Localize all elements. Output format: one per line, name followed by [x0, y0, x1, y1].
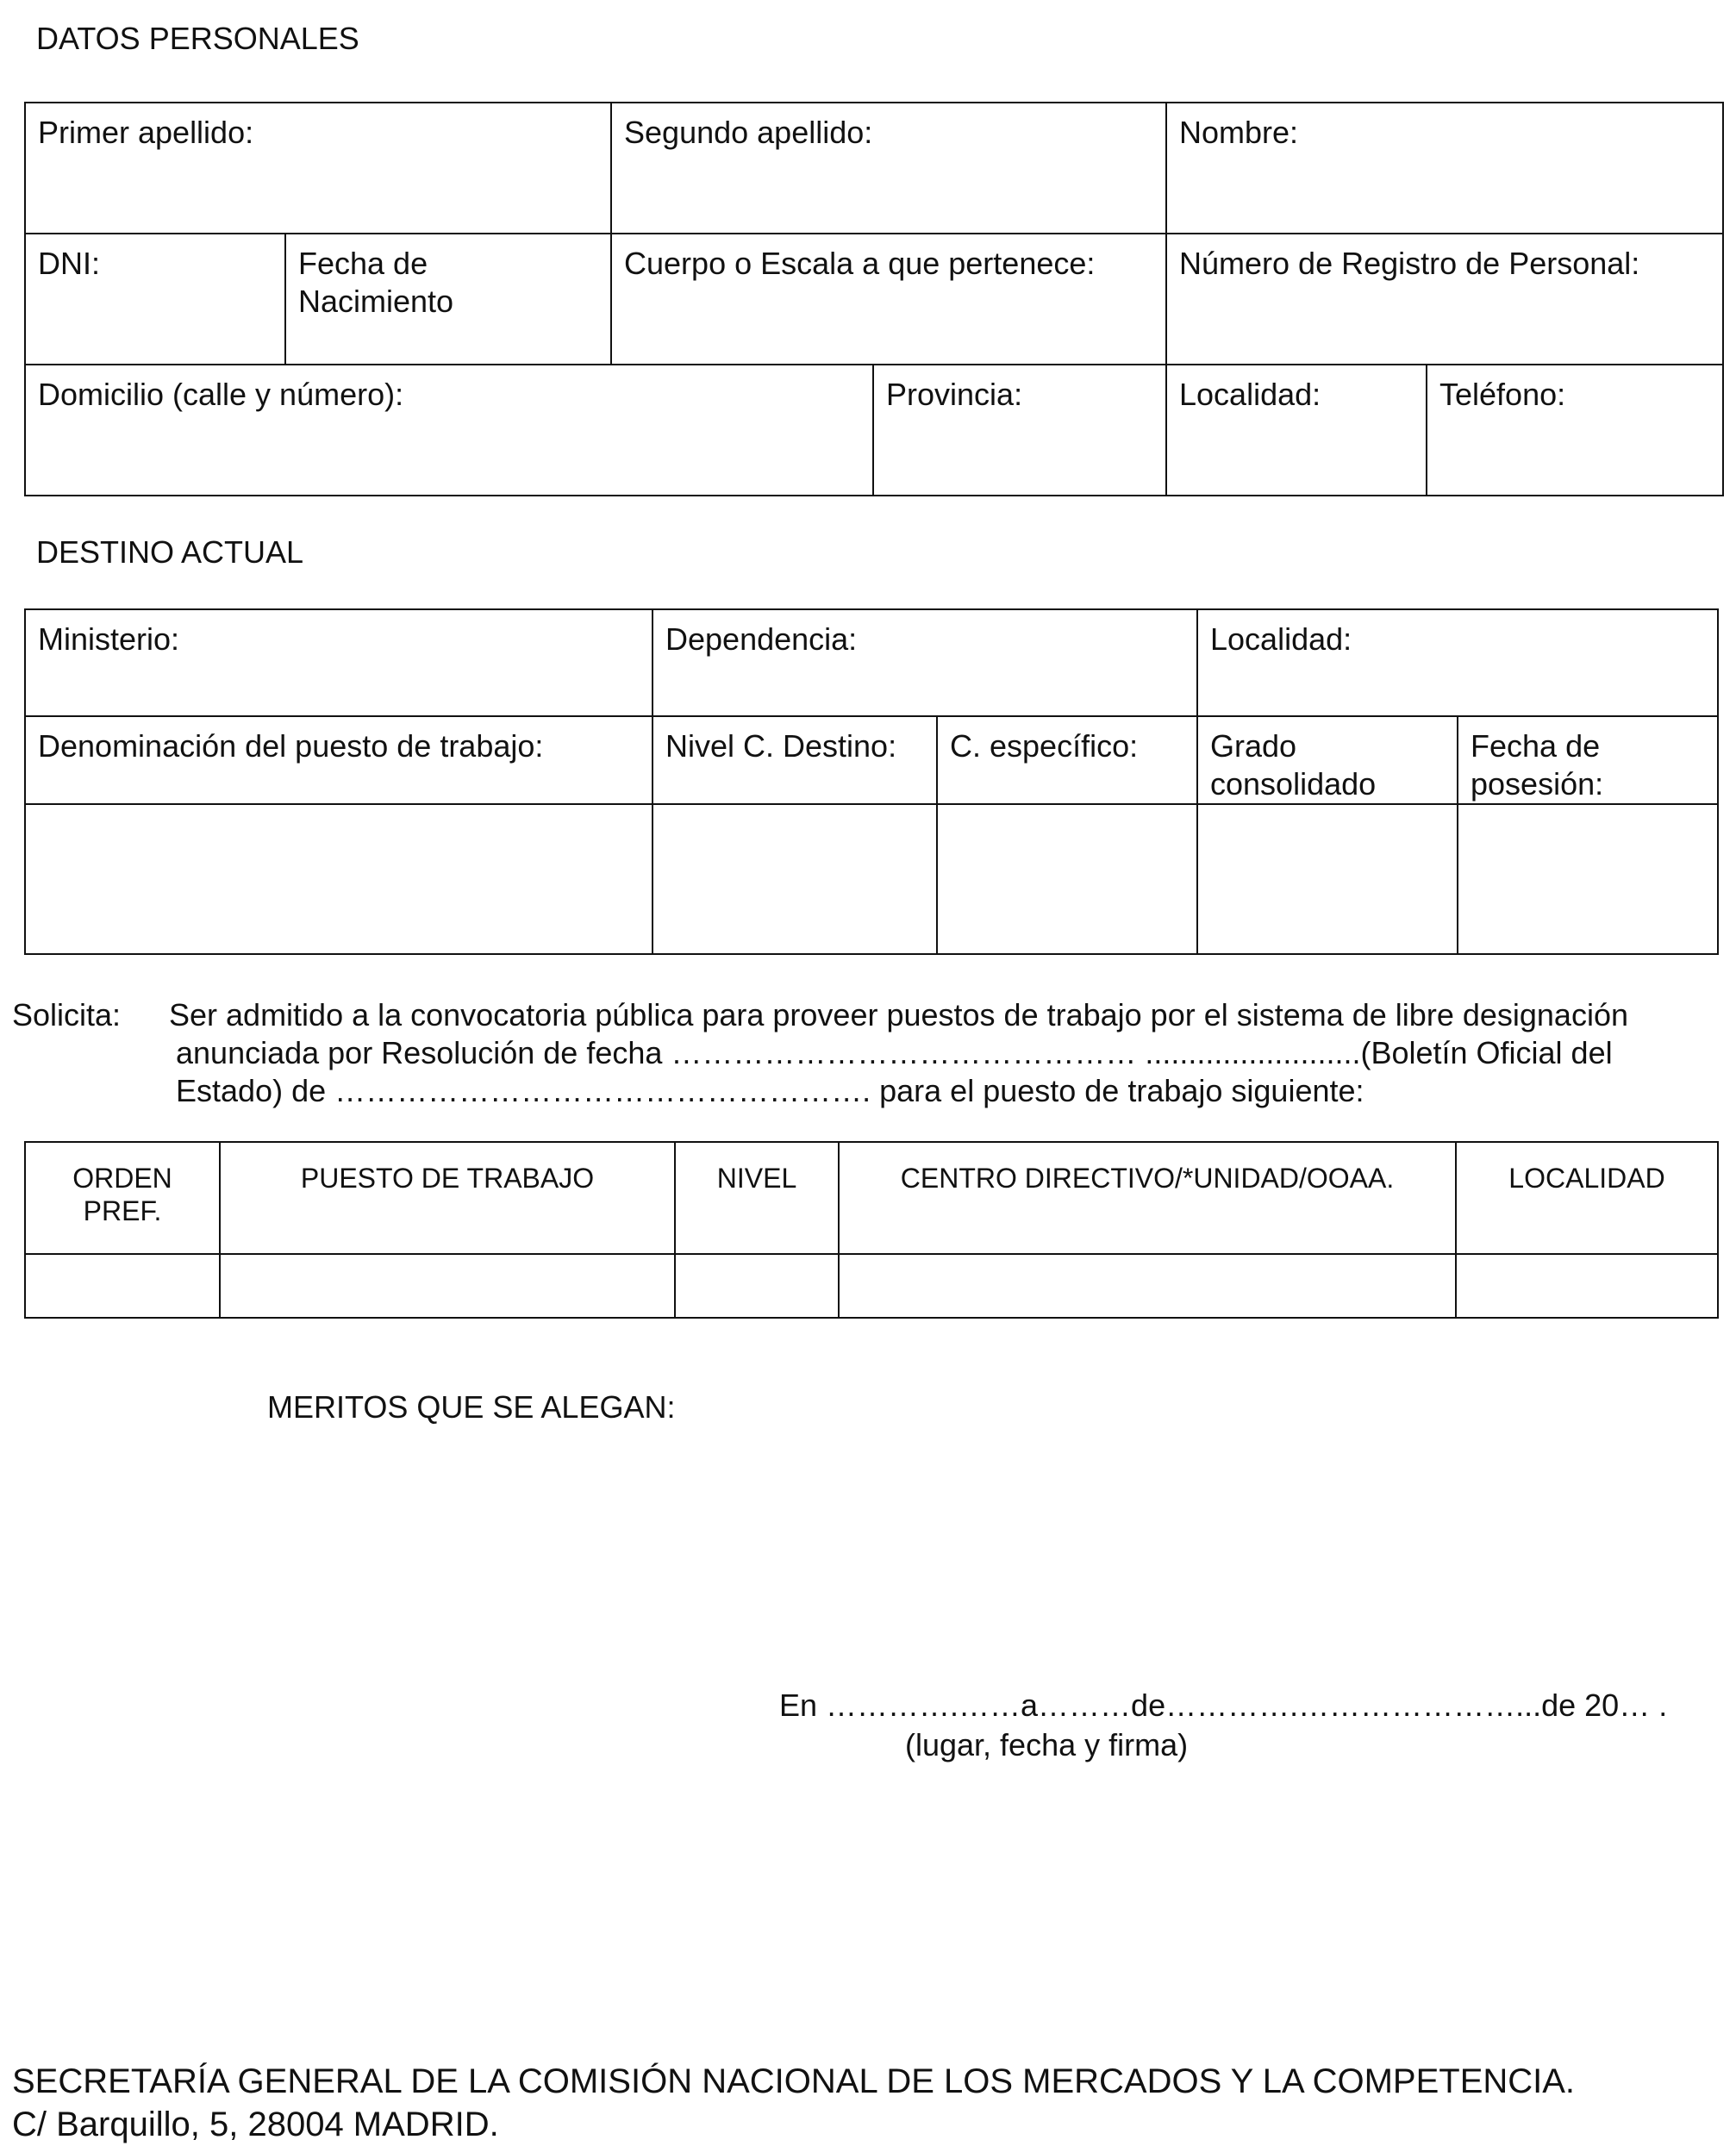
grado-label-line1: Grado — [1210, 728, 1297, 764]
grado-label-line2: consolidado — [1210, 766, 1377, 802]
nivel-destino-label: Nivel C. Destino: — [665, 728, 897, 764]
meritos-heading: MERITOS QUE SE ALEGAN: — [267, 1389, 676, 1425]
localidad-label: Localidad: — [1179, 377, 1321, 412]
cuerpo-escala-label: Cuerpo o Escala a que pertenece: — [624, 246, 1096, 281]
nombre-label: Nombre: — [1179, 115, 1299, 150]
denominacion-input[interactable] — [25, 804, 653, 954]
provincia-field[interactable] — [873, 365, 1166, 496]
firma-caption: (lugar, fecha y firma) — [905, 1727, 1189, 1762]
destino-localidad-field[interactable] — [1197, 609, 1718, 716]
nombre-field[interactable] — [1166, 103, 1723, 234]
localidad-field[interactable] — [1166, 365, 1427, 496]
section-title-destino-actual: DESTINO ACTUAL — [36, 534, 304, 570]
header-puesto-trabajo-label: PUESTO DE TRABAJO — [300, 1163, 595, 1194]
denominacion-label: Denominación del puesto de trabajo: — [38, 728, 544, 764]
destino-actual-table — [24, 608, 1719, 955]
segundo-apellido-label: Segundo apellido: — [624, 115, 873, 150]
fecha-posesion-label-line1: Fecha de — [1471, 728, 1601, 764]
fecha-nacimiento-label-line1: Fecha de — [298, 246, 428, 281]
datos-personales-table — [24, 102, 1724, 496]
solicita-text — [169, 996, 1703, 1110]
nivel-input[interactable] — [675, 1254, 839, 1318]
c-especifico-label: C. específico: — [950, 728, 1139, 764]
fecha-posesion-header — [1458, 716, 1718, 804]
header-localidad — [1456, 1142, 1718, 1254]
ministerio-field[interactable] — [25, 609, 653, 716]
nrp-field[interactable] — [1166, 234, 1723, 365]
ministerio-label: Ministerio: — [38, 621, 180, 657]
solicita-line2: anunciada por Resolución de fecha ……………………………………… .........................(Boletín Oficial del — [176, 1035, 1613, 1070]
nivel-destino-header — [653, 716, 937, 804]
header-localidad-label: LOCALIDAD — [1508, 1163, 1665, 1194]
puesto-trabajo-input[interactable] — [220, 1254, 675, 1318]
cuerpo-escala-field[interactable] — [611, 234, 1166, 365]
puestos-table — [24, 1141, 1719, 1319]
header-puesto-trabajo — [220, 1142, 675, 1254]
fecha-nacimiento-label-line2: Nacimiento — [298, 284, 454, 319]
dependencia-field[interactable] — [653, 609, 1197, 716]
footer-address: C/ Barquillo, 5, 28004 MADRID. — [12, 2105, 499, 2143]
section-title-datos-personales: DATOS PERSONALES — [36, 21, 359, 56]
header-orden-pref-label: ORDEN PREF. — [72, 1163, 172, 1226]
orden-pref-input[interactable] — [25, 1254, 220, 1318]
solicita-line3: Estado) de ……………………………………………. para el puesto de trabajo siguiente: — [176, 1073, 1364, 1108]
header-orden-pref — [25, 1142, 220, 1254]
provincia-label: Provincia: — [886, 377, 1023, 412]
domicilio-label: Domicilio (calle y número): — [38, 377, 404, 412]
fecha-nacimiento-field[interactable] — [285, 234, 611, 365]
denominacion-header — [25, 716, 653, 804]
header-centro-directivo-label: CENTRO DIRECTIVO/*UNIDAD/OOAA. — [900, 1163, 1395, 1194]
telefono-field[interactable] — [1427, 365, 1723, 496]
nrp-label: Número de Registro de Personal: — [1179, 246, 1640, 281]
destino-localidad-label: Localidad: — [1210, 621, 1352, 657]
dni-field[interactable] — [25, 234, 285, 365]
header-nivel-label: NIVEL — [716, 1163, 797, 1194]
primer-apellido-field[interactable] — [25, 103, 611, 234]
primer-apellido-label: Primer apellido: — [38, 115, 254, 150]
telefono-label: Teléfono: — [1439, 377, 1566, 412]
c-especifico-input[interactable] — [937, 804, 1197, 954]
header-nivel — [675, 1142, 839, 1254]
segundo-apellido-field[interactable] — [611, 103, 1166, 234]
grado-label — [1210, 717, 1445, 803]
localidad-input[interactable] — [1456, 1254, 1718, 1318]
domicilio-field[interactable] — [25, 365, 873, 496]
fecha-posesion-label-line2: posesión: — [1471, 766, 1604, 802]
grado-input[interactable] — [1197, 804, 1458, 954]
dependencia-label: Dependencia: — [665, 621, 858, 657]
fecha-posesion-input[interactable] — [1458, 804, 1718, 954]
centro-directivo-input[interactable] — [839, 1254, 1456, 1318]
firma-line: En ………….……a………de………….…………………...de 20… . — [779, 1687, 1668, 1723]
fecha-nacimiento-label — [298, 234, 598, 321]
solicita-line1: Ser admitido a la convocatoria pública para proveer puestos de trabajo por el sistema de libre designación — [169, 997, 1628, 1032]
footer-organization: SECRETARÍA GENERAL DE LA COMISIÓN NACIONAL DE LOS MERCADOS Y LA COMPETENCIA. — [12, 2062, 1576, 2100]
header-centro-directivo — [839, 1142, 1456, 1254]
dni-label: DNI: — [38, 246, 100, 281]
solicita-label: Solicita: — [12, 997, 122, 1032]
nivel-destino-input[interactable] — [653, 804, 937, 954]
grado-header — [1197, 716, 1458, 804]
c-especifico-header — [937, 716, 1197, 804]
fecha-posesion-label — [1471, 717, 1705, 803]
